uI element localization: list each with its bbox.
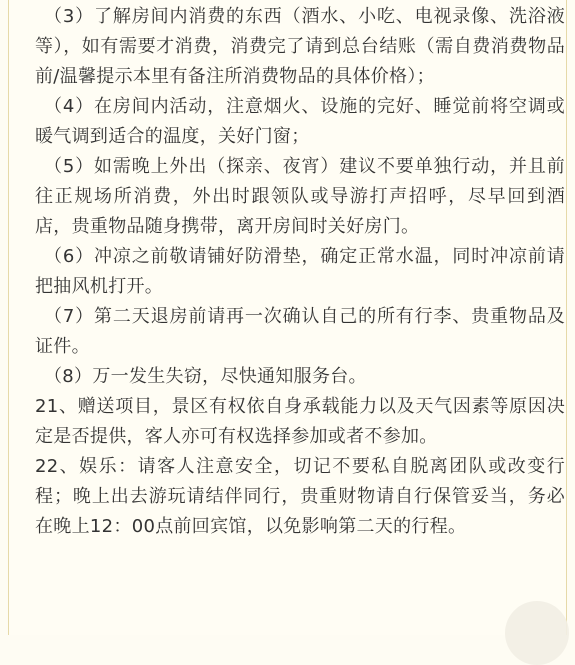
- paragraph-item-4: （4）在房间内活动，注意烟火、设施的完好、睡觉前将空调或暖气调到适合的温度，关好门窗；: [35, 96, 565, 147]
- paragraph-item-5: （5）如需晚上外出（探亲、夜宵）建议不要单独行动，并且前往正规场所消费，外出时跟领队或导游打声招呼，尽早回到酒店，贵重物品随身携带，离开房间时关好房门。: [35, 156, 565, 237]
- article-frame: [8, 0, 567, 635]
- paragraph-section-22: 22、娱乐：请客人注意安全，切记不要私自脱离团队或改变行程；晚上出去游玩请结伴同行，贵重财物请自行保管妥当，务必在晚上12：00点前回宾馆，以免影响第二天的行程。: [35, 456, 565, 537]
- article-body: [35, 2, 565, 542]
- paragraph-item-7: （7）第二天退房前请再一次确认自己的所有行李、贵重物品及证件。: [35, 306, 565, 357]
- corner-decoration: [505, 601, 569, 665]
- paragraph-item-6: （6）冲凉之前敬请铺好防滑垫，确定正常水温，同时冲凉前请把抽风机打开。: [35, 246, 565, 297]
- paragraph-item-3: （3）了解房间内消费的东西（酒水、小吃、电视录像、洗浴液等），如有需要才消费，消费完了请到总台结账（需自费消费物品前/温馨提示本里有备注所消费物品的具体价格）；: [35, 6, 565, 87]
- paragraph-section-21: 21、赠送项目，景区有权依自身承载能力以及天气因素等原因决定是否提供，客人亦可有权选择参加或者不参加。: [35, 396, 565, 447]
- paragraph-item-8: （8）万一发生失窃，尽快通知服务台。: [44, 366, 367, 387]
